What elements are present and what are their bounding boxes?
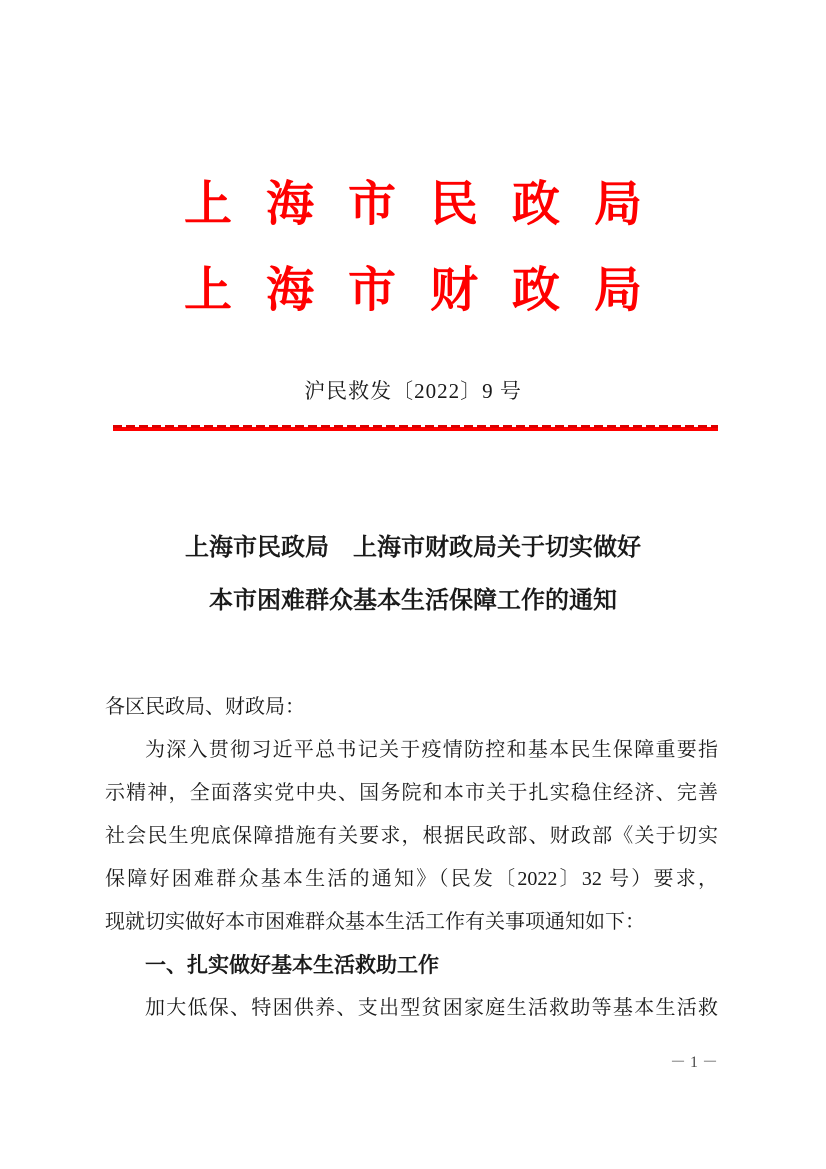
page-number: － 1 － — [669, 1054, 718, 1071]
body-line: 社会民生兜底保障措施有关要求，根据民政部、财政部《关于切实 — [105, 825, 718, 847]
document-title — [108, 522, 718, 628]
title-line-2: 本市困难群众基本生活保障工作的通知 — [209, 588, 617, 614]
body-line-section-heading: 一、扎实做好基本生活救助工作 — [145, 954, 439, 977]
title-line-1: 上海市民政局 上海市财政局关于切实做好 — [185, 535, 641, 561]
agency-header-line-finance — [0, 248, 826, 334]
agency-header-line-civil-affairs — [0, 162, 826, 248]
document-body — [105, 686, 718, 1030]
red-separator-line — [113, 425, 718, 431]
agency-name-civil-affairs-bureau: 上海市民政局 — [183, 178, 676, 231]
agency-header — [0, 162, 826, 334]
body-line: 现就切实做好本市困难群众基本生活工作有关事项通知如下： — [105, 911, 645, 933]
body-line-salutation: 各区民政局、财政局： — [105, 696, 305, 718]
body-line: 加大低保、特困供养、支出型贫困家庭生活救助等基本生活救 — [145, 997, 718, 1019]
doc-number: 沪民救发〔2022〕9 号 — [304, 379, 522, 403]
body-line: 示精神，全面落实党中央、国务院和本市关于扎实稳住经济、完善 — [105, 782, 718, 804]
body-line: 为深入贯彻习近平总书记关于疫情防控和基本民生保障重要指 — [145, 739, 718, 761]
body-line: 保障好困难群众基本生活的通知》（民发〔2022〕32 号）要求， — [105, 868, 718, 890]
agency-name-finance-bureau: 上海市财政局 — [183, 264, 676, 317]
